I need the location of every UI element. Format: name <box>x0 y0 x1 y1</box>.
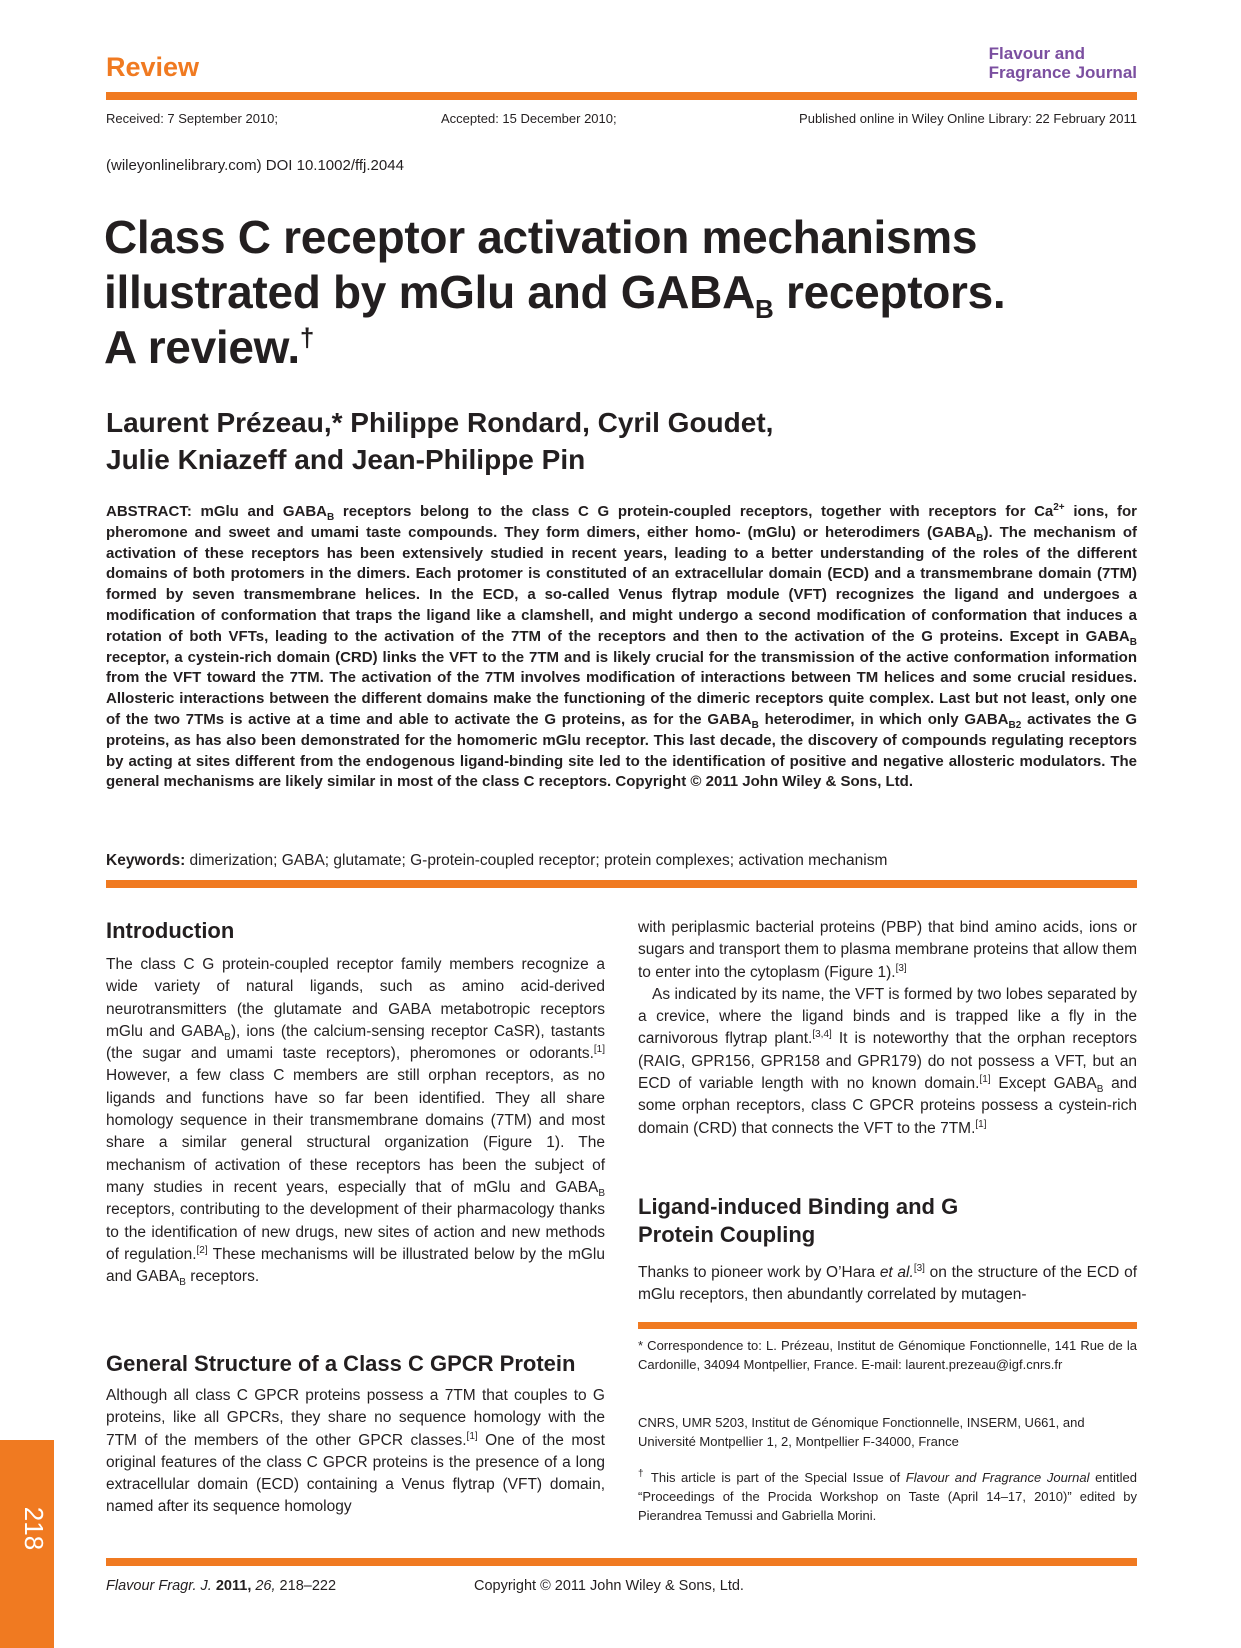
received-date: Received: 7 September 2010; <box>106 111 278 126</box>
keywords: Keywords: dimerization; GABA; glutamate; G-protein-coupled receptor; protein complexes; activation mechanism <box>106 852 888 869</box>
intro-heading: Introduction <box>106 918 235 943</box>
ligand-paragraph: Thanks to pioneer work by O’Hara et al.[3] on the structure of the ECD of mGlu receptors, then abundantly correlated by mutagen- <box>638 1262 1137 1304</box>
page-number: 218 <box>19 1506 50 1551</box>
section-label: Review <box>106 52 200 82</box>
article-title <box>104 210 1104 375</box>
general-structure-paragraph: Although all class C GPCR proteins possess a 7TM that couples to G proteins, like all GPCRs, they share no sequence homology with the 7TM of the members of the other GPCR classes.[1] One of the most original features of the class C GPCR proteins is the presence of a long extracellular domain (ECD) containing a Venus flytrap (VFT) domain, named after its sequence homology <box>106 1387 605 1516</box>
footer-rule <box>106 1558 1137 1566</box>
journal-citation: Flavour Fragr. J. 2011, 26, 218–222 <box>106 1578 337 1594</box>
copyright: Copyright © 2011 John Wiley & Sons, Ltd. <box>474 1578 744 1594</box>
vft-paragraphs: with periplasmic bacterial proteins (PBP) that bind amino acids, ions or sugars and transport them to plasma membrane proteins that allow them to enter into the cytoplasm (Figure 1).[3] As indicated by its name, the VFT is formed by two lobes separated by a crevice, where the ligand binds and is trapped like a fly in the carnivorous flytrap plant.[3,4] It is noteworthy that the orphan receptors (RAIG, GPR156, GPR158 and GPR179) do not possess a VFT, but an ECD of variable length with no known domain.[1] Except $GABA_B$ and some orphan receptors, class C GPCR proteins possess a cystein-rich domain (CRD) that connects the VFT to the 7TM.[1] <box>638 919 1138 1137</box>
journal-logo-line1: Flavour and <box>988 44 1086 63</box>
abstract: ABSTRACT: mGlu and $GABA_B$ receptors belong to the class C G protein-coupled receptors, together with receptors for $Ca^{2+}$ ions, for pheromone and sweet and umami taste compounds. They form dimers, either homo- (mGlu) or heterodimers $(GABA_B)$. The mechanism of activation of these receptors has been extensively studied in recent years, leading to a better understanding of the roles of the different domains of both protomers in the dimers. Each protomer is constituted of an extracellular domain (ECD) and a transmembrane domain (7TM) formed by seven transmembrane helices. In the ECD, a so-called Venus flytrap module (VFT) recognizes the ligand and undergoes a modification of conformation that traps the ligand like a clamshell, and might undergo a second modification of conformation that induces a rotation of both VFTs, leading to the activation of the 7TM of the receptors and then to the activation of the G proteins. Except in $GABA_B$ receptor, a cystein-rich domain (CRD) links the VFT to the 7TM and is likely crucial for the transmission of the active conformation information from the VFT toward the 7TM. The activation of the 7TM involves modification of interactions between TM helices and some crucial residues. Allosteric interactions between the different domains make the functioning of the dimeric receptors quite complex. Last but not least, only one of the two 7TMs is active at a time and able to activate the G proteins, as for the $GABA_B$ heterodimer, in which only $GABA_{B2}$ activates the G proteins, as has also been demonstrated for the homomeric mGlu receptor. This last decade, the discovery of compounds regulating receptors by acting at sites different from the endogenous ligand-binding site led to the identification of positive and negative allosteric modulators. The general mechanisms are likely similar in most of the class C receptors. Copyright © 2011 John Wiley & Sons, Ltd. <box>106 502 1137 791</box>
title-line1: Class C receptor activation mechanisms <box>104 211 978 263</box>
special-issue-footnote: † This article is part of the Special Issue of Flavour and Fragrance Journal entitled “Proceedings of the Procida Workshop on Taste (April 14–17, 2010)” edited by Pierandrea Temussi and Gabriella Morini. <box>638 1468 1137 1523</box>
ligand-heading: Ligand-induced Binding and G Protein Coupling <box>638 1194 959 1247</box>
header-rule <box>106 92 1137 100</box>
intro-paragraph: The class C G protein-coupled receptor family members recognize a wide variety of natural ligands, such as amino acid-derived neurotransmitters (the glutamate and GABA metabotropic receptors mGlu and $GABA_B$), ions (the calcium-sensing receptor CaSR), tastants (the sugar and umami taste receptors), pheromones or odorants.[1] However, a few class C members are still orphan receptors, as no ligands and functions have so far been identified. They all share homology sequence in their transmembrane domains (7TM) and most share a similar general structural organization (Figure 1). The mechanism of activation of these receptors has been the subject of many studies in recent years, especially that of mGlu and $GABA_B$ receptors, contributing to the development of their pharmacology thanks to the identification of new drugs, new sites of action and new methods of regulation.[2] These mechanisms will be illustrated below by the mGlu and $GABA_B$ receptors. <box>106 956 606 1289</box>
title-line2: illustrated by mGlu and $GABA_B$ receptors. <box>104 266 1006 325</box>
title-line3: A review.† <box>104 321 315 373</box>
affiliation-footnote: CNRS, UMR 5203, Institut de Génomique Fonctionnelle, INSERM, U661, and Université Montpellier 1, 2, Montpellier F-34000, France <box>638 1415 1085 1449</box>
journal-logo-line2: Fragrance Journal <box>988 63 1137 82</box>
general-structure-heading: General Structure of a Class C GPCR Protein <box>106 1351 576 1376</box>
accepted-date: Accepted: 15 December 2010; <box>441 111 617 126</box>
published-date: Published online in Wiley Online Library: 22 February 2011 <box>799 111 1137 126</box>
correspondence-footnote: * Correspondence to: L. Prézeau, Institut de Génomique Fonctionnelle, 141 Rue de la Cardonille, 34094 Montpellier, France. E-mail: laurent.prezeau@igf.cnrs.fr <box>638 1338 1137 1372</box>
abstract-rule <box>106 880 1137 888</box>
author-list: Laurent Prézeau,* Philippe Rondard, Cyril Goudet, Julie Kniazeff and Jean-Philippe Pin <box>106 407 774 475</box>
journal-logo <box>989 44 1137 82</box>
footnote-rule <box>638 1322 1137 1329</box>
doi: (wileyonlinelibrary.com) DOI 10.1002/ffj.2044 <box>106 157 404 174</box>
page-number-tab <box>0 1440 54 1648</box>
